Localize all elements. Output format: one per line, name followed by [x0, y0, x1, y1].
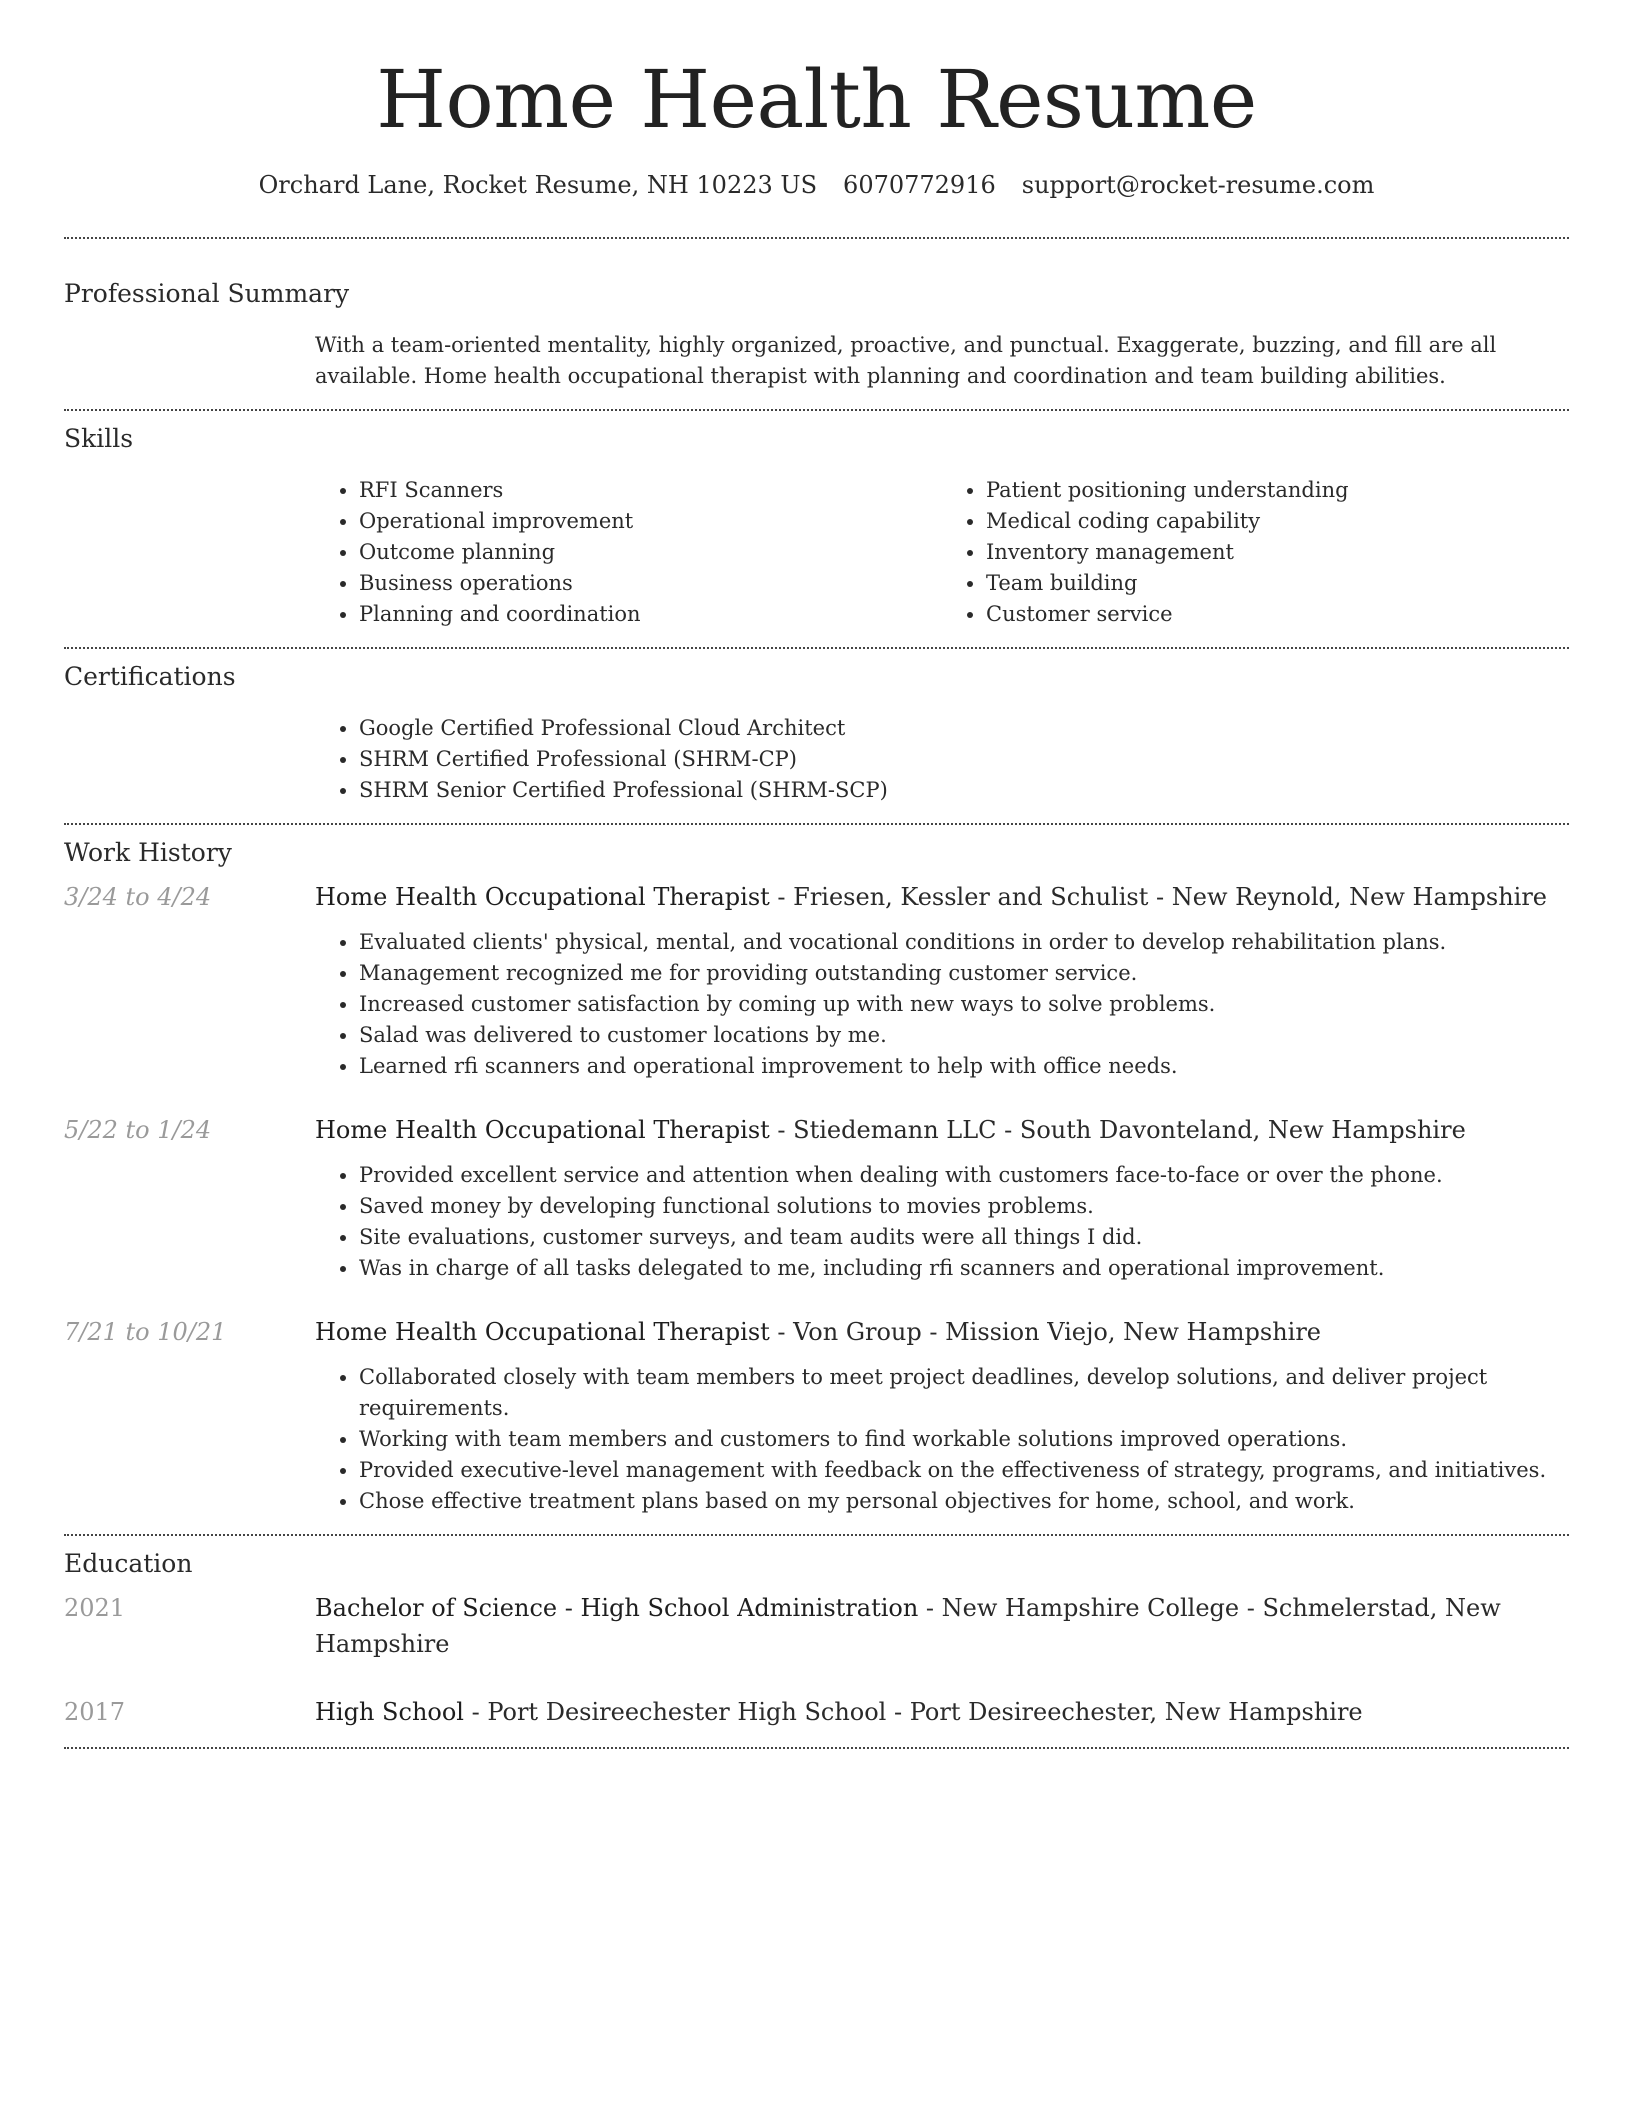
summary-heading: Professional Summary	[64, 279, 350, 308]
education-entry	[64, 1590, 1569, 1662]
job-bullet: • Working with team members and customers to find workable solutions improved operations.	[359, 1424, 1569, 1455]
skill-item: • RFI Scanners	[359, 475, 942, 506]
skill-item: • Medical coding capability	[986, 506, 1569, 537]
job-bullets	[315, 1160, 1569, 1284]
job-bullets	[315, 1362, 1569, 1517]
skill-item: • Patient positioning understanding	[986, 475, 1569, 506]
skills-list	[315, 475, 1569, 630]
job-bullet: • Provided executive-level management with feedback on the effectiveness of strategy, programs, and initiatives.	[359, 1455, 1569, 1486]
job-dates: 5/22 to 1/24	[64, 1116, 212, 1144]
education-title	[315, 1590, 1569, 1662]
job-employer: - Von Group - Mission Viejo, New Hampshire	[769, 1318, 1321, 1346]
job-bullet: • Increased customer satisfaction by coming up with new ways to solve problems.	[359, 989, 1569, 1020]
job-bullet: • Provided excellent service and attention when dealing with customers face-to-face or over the phone.	[359, 1160, 1569, 1191]
work-history-heading: Work History	[64, 838, 232, 867]
section-divider	[64, 409, 1569, 411]
skills-heading: Skills	[64, 424, 134, 453]
skill-item: • Customer service	[986, 599, 1569, 630]
job-title	[315, 1112, 1569, 1148]
job-title	[315, 1314, 1569, 1350]
skill-item: • Outcome planning	[359, 537, 942, 568]
education-year: 2017	[64, 1698, 126, 1726]
skills-column-right	[942, 475, 1569, 630]
section-divider	[64, 1747, 1569, 1749]
job-bullet: • Evaluated clients' physical, mental, and vocational conditions in order to develop rehabilitation plans.	[359, 927, 1569, 958]
job-bullet: • Was in charge of all tasks delegated to me, including rfi scanners and operational improvement.	[359, 1253, 1569, 1284]
education-school: - Port Desireechester High School - Port Desireechester, New Hampshire	[463, 1698, 1363, 1726]
summary-text: With a team-oriented mentality, highly organized, proactive, and punctual. Exaggerate, buzzing, and fill are all available. Home health occupational therapist with planning and coordination and team building abilities.	[315, 333, 1497, 388]
contact-line	[64, 168, 1569, 202]
section-divider	[64, 823, 1569, 825]
job-role: Home Health Occupational Therapist	[315, 1116, 770, 1144]
section-divider	[64, 647, 1569, 649]
education-entry	[64, 1694, 1569, 1730]
education-heading: Education	[64, 1549, 193, 1578]
certification-item: • SHRM Senior Certified Professional (SHRM-SCP)	[359, 775, 1569, 806]
job-entry	[64, 1314, 1569, 1517]
education-school: - New Hampshire College - Schmelerstad, New Hampshire	[315, 1594, 1501, 1658]
contact-address: Orchard Lane, Rocket Resume, NH 10223 US	[258, 171, 818, 199]
certifications-list	[315, 713, 1569, 806]
job-entry	[64, 879, 1569, 1082]
job-dates: 7/21 to 10/21	[64, 1318, 227, 1346]
certification-item: • Google Certified Professional Cloud Architect	[359, 713, 1569, 744]
resume-title: Home Health Resume	[376, 53, 1257, 146]
job-bullet: • Saved money by developing functional solutions to movies problems.	[359, 1191, 1569, 1222]
certification-item: • SHRM Certified Professional (SHRM-CP)	[359, 744, 1569, 775]
certifications-heading: Certifications	[64, 662, 236, 691]
header-divider	[64, 237, 1569, 239]
job-employer: - Stiedemann LLC - South Davonteland, New Hampshire	[769, 1116, 1466, 1144]
skill-item: • Inventory management	[986, 537, 1569, 568]
job-bullet: • Chose effective treatment plans based on my personal objectives for home, school, and work.	[359, 1486, 1569, 1517]
resume-page	[64, 0, 1569, 1749]
job-bullets	[315, 927, 1569, 1082]
skill-item: • Operational improvement	[359, 506, 942, 537]
section-divider	[64, 1534, 1569, 1536]
job-bullet: • Management recognized me for providing outstanding customer service.	[359, 958, 1569, 989]
job-role: Home Health Occupational Therapist	[315, 1318, 770, 1346]
education-title	[315, 1694, 1569, 1730]
job-entry	[64, 1112, 1569, 1284]
skill-item: • Planning and coordination	[359, 599, 942, 630]
job-bullet: • Collaborated closely with team members to meet project deadlines, develop solutions, and deliver project requirements.	[359, 1362, 1569, 1424]
skills-column-left	[315, 475, 942, 630]
job-employer: - Friesen, Kessler and Schulist - New Reynold, New Hampshire	[769, 883, 1548, 911]
job-bullet: • Learned rfi scanners and operational improvement to help with office needs.	[359, 1051, 1569, 1082]
education-year: 2021	[64, 1594, 126, 1622]
contact-email[interactable]: support@rocket-resume.com	[1021, 171, 1375, 199]
job-dates: 3/24 to 4/24	[64, 883, 212, 911]
job-title	[315, 879, 1569, 915]
education-degree: Bachelor of Science - High School Administration	[315, 1594, 919, 1622]
job-role: Home Health Occupational Therapist	[315, 883, 770, 911]
job-bullet: • Salad was delivered to customer locations by me.	[359, 1020, 1569, 1051]
skill-item: • Team building	[986, 568, 1569, 599]
contact-phone: 6070772916	[843, 171, 996, 199]
job-bullet: • Site evaluations, customer surveys, and team audits were all things I did.	[359, 1222, 1569, 1253]
skill-item: • Business operations	[359, 568, 942, 599]
education-degree: High School	[315, 1698, 464, 1726]
